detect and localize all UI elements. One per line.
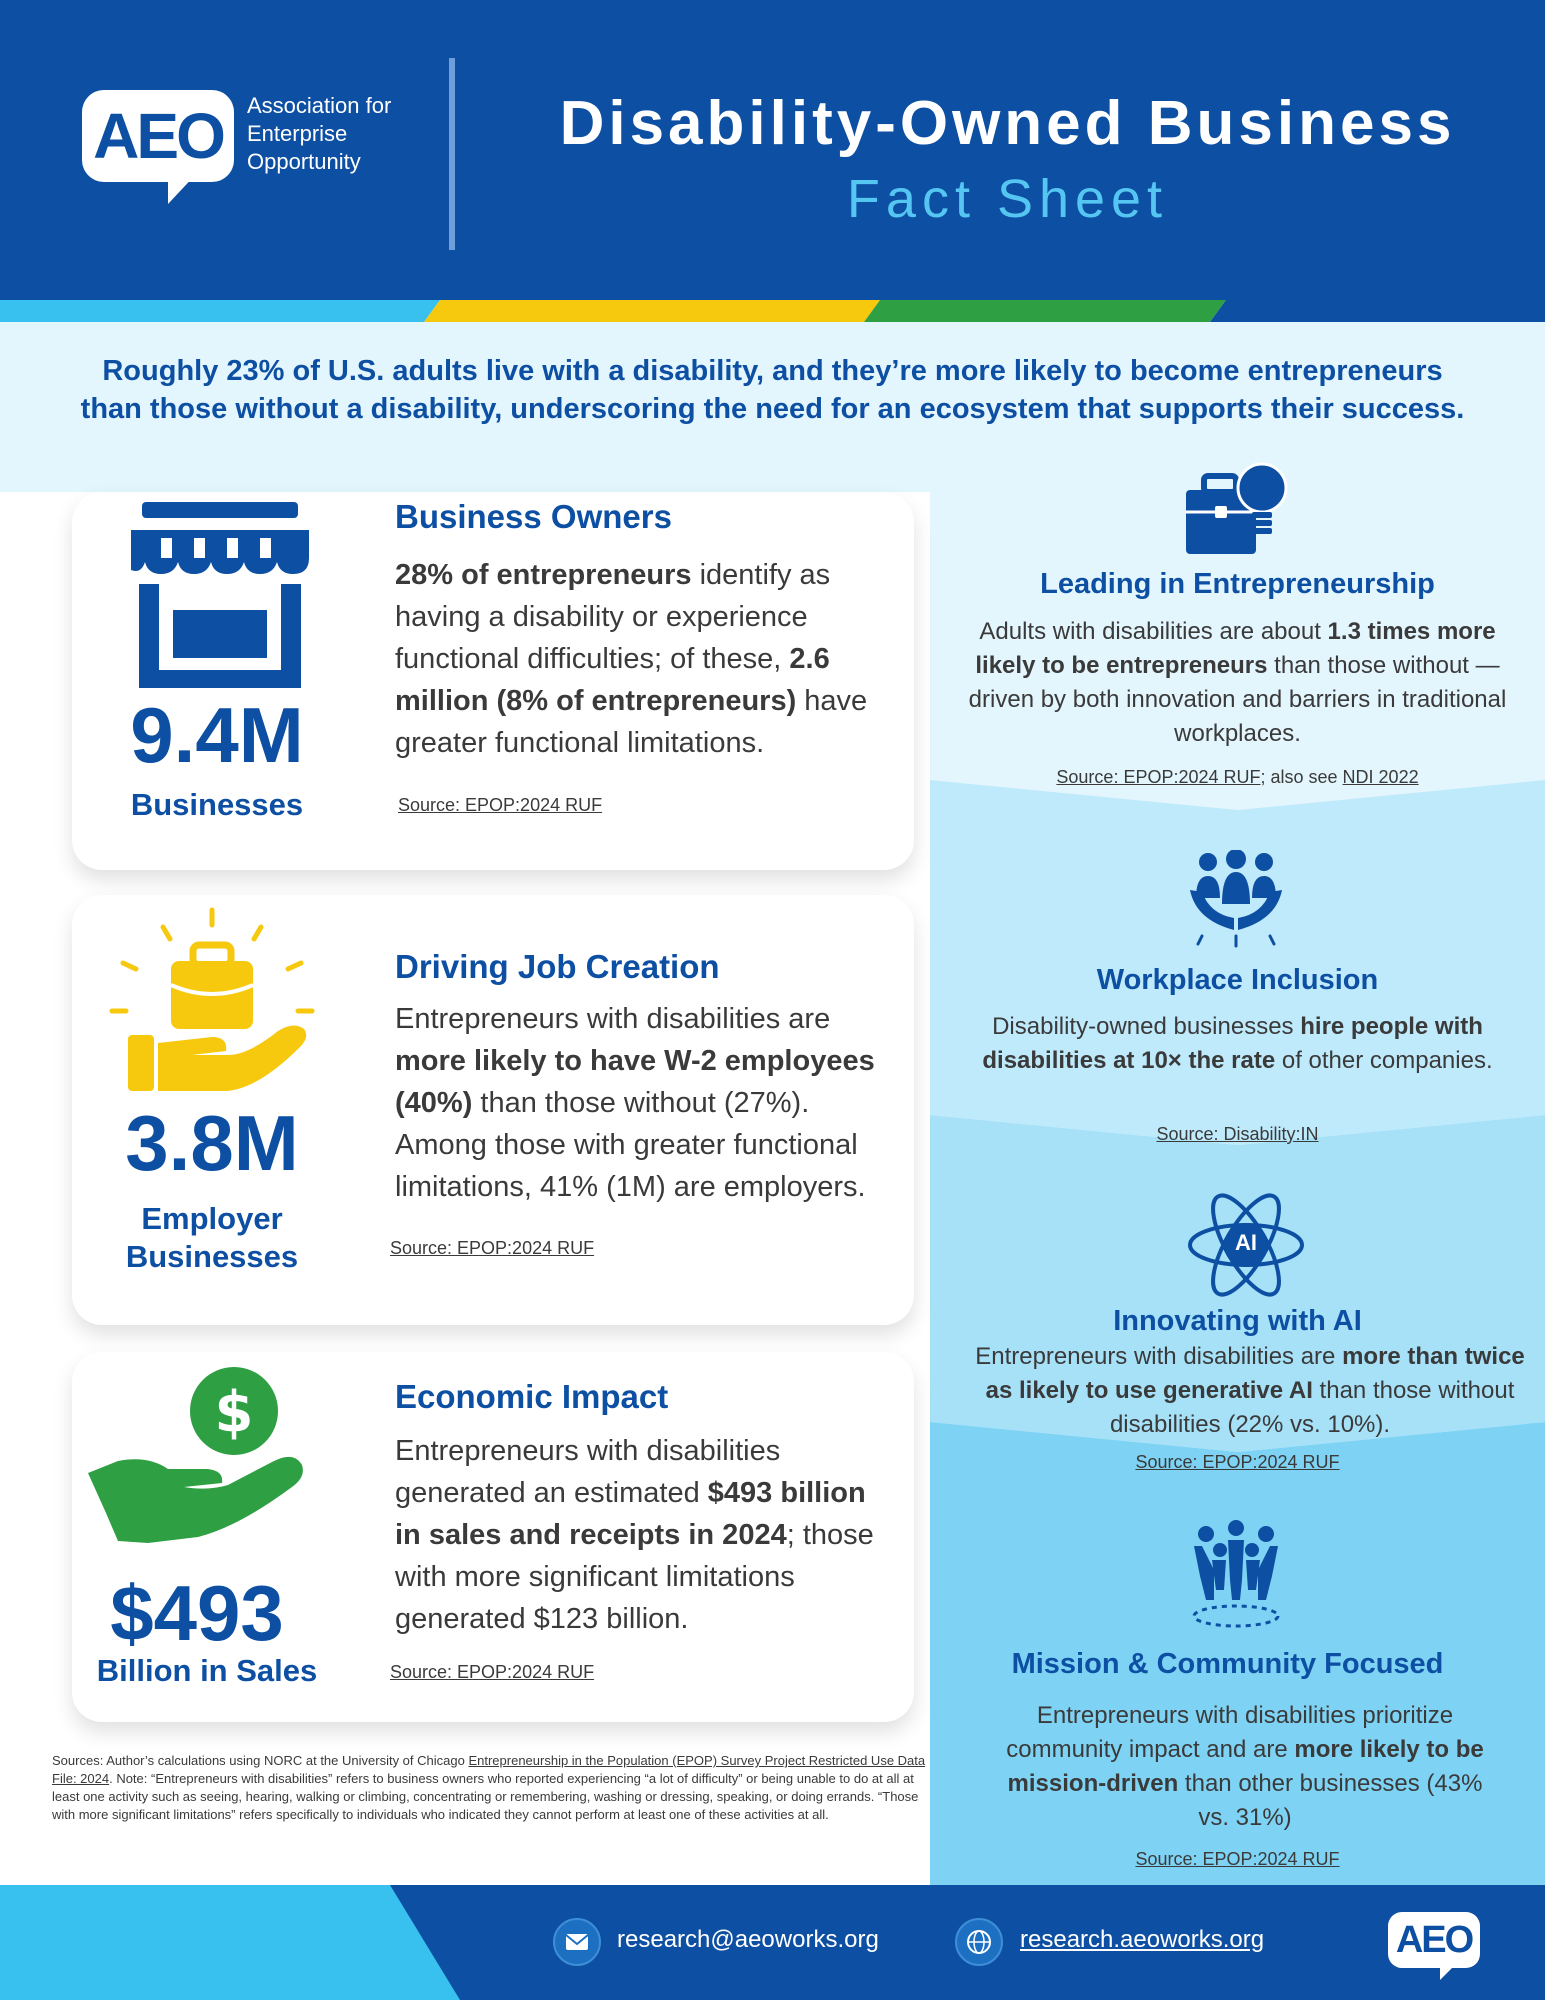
big-number: 9.4M (130, 691, 304, 779)
intro-line: than those without a disability, underscoring the need for an ecosystem that supports their success. (80, 393, 1465, 425)
body-text: Entrepreneurs with disabilities generated an estimated (395, 1435, 781, 1509)
source-link[interactable]: Source: EPOP:2024 RUF (398, 795, 603, 815)
briefcase-hand-icon (108, 905, 318, 1095)
emphasis-text: 2.6 million (8% of entrepreneurs) (395, 643, 830, 717)
emphasis-text: more than twice as likely to use generative AI (985, 1343, 1525, 1404)
panel-body (960, 1340, 1540, 1442)
page-subtitle: Fact Sheet (846, 169, 1169, 229)
emphasis-text: more likely to have W-2 employees (40%) (395, 1045, 875, 1119)
big-number: $493 (110, 1569, 284, 1657)
intro-line: Roughly 23% of U.S. adults live with a disability, and they’re more likely to become entrepreneurs (102, 355, 1443, 387)
card-heading: Economic Impact (395, 1378, 669, 1415)
card-heading: Driving Job Creation (395, 948, 720, 985)
big-number-label: Billion in Sales (96, 1653, 318, 1688)
card-heading: Business Owners (395, 498, 672, 535)
panel-source[interactable] (935, 1849, 1540, 1870)
body-text: Adults with disabilities are about (979, 618, 1328, 645)
body-text: than those without (27%). Among those with greater functional limitations, 41% (1M) are employers. (395, 1087, 866, 1203)
big-number-label: Businesses (130, 787, 304, 822)
big-number-label (82, 1200, 342, 1276)
emphasis-text: more likely to be mission-driven (1007, 1736, 1484, 1797)
email-icon (553, 1918, 601, 1966)
source-link[interactable]: NDI 2022 (1342, 767, 1419, 787)
emphasis-text: 1.3 times more likely to be entrepreneurs (975, 618, 1496, 679)
card-body (395, 998, 905, 1208)
panel-source[interactable] (935, 1124, 1540, 1145)
org-name-line: Association for (247, 93, 392, 118)
big-number: 3.8M (125, 1099, 299, 1187)
emphasis-text: 28% of entrepreneurs (395, 559, 692, 591)
body-text: than those without — driven by both innovation and barriers in traditional workplaces. (968, 652, 1507, 747)
emphasis-text: hire people with disabilities at 10× the rate (982, 1013, 1483, 1074)
body-text: Disability-owned businesses (992, 1013, 1301, 1040)
source-notes (52, 1752, 932, 1824)
body-text: identify as having a disability or experience functional difficulties; of these, (395, 559, 831, 675)
source-link[interactable]: Source: EPOP:2024 RUF (1056, 767, 1261, 787)
panel-heading: Mission & Community Focused (1011, 1648, 1444, 1680)
body-text: Entrepreneurs with disabilities are (395, 1003, 831, 1035)
panel-body (975, 1010, 1500, 1078)
source-link[interactable]: Source: EPOP:2024 RUF (390, 1238, 595, 1258)
panel-heading: Innovating with AI (1113, 1305, 1362, 1337)
org-name-line: Enterprise (247, 121, 348, 146)
body-text: Entrepreneurs with disabilities are (975, 1343, 1343, 1370)
people-hands-icon (1188, 850, 1284, 948)
source-link[interactable]: Source: EPOP:2024 RUF (1135, 1452, 1340, 1472)
body-text: than those without disabilities (22% vs. 10%). (1109, 1377, 1515, 1438)
panel-body (990, 1699, 1500, 1835)
notes-link[interactable]: Entrepreneurship in the Population (EPOP) Survey Project Restricted Use Data File: 2024 (52, 1753, 926, 1786)
globe-icon (955, 1918, 1003, 1966)
ai-icon-label: AI (1235, 1230, 1257, 1255)
notes-rest: . Note: “Entrepreneurs with disabilities” refers to business owners who reported experiencing “a lot of difficulty” or being unable to do at all at least one activity such as seeing, hearing, walking or climbing, concentrating or remembering, washing or dressing, speaking, or doing errands. “Those with more significant limitations” refers specifically to individuals who indicated they cannot perform at least one of these activities at all. (52, 1771, 919, 1822)
source-text: ; also see (1260, 767, 1343, 787)
source-link[interactable]: Source: Disability:IN (1156, 1124, 1319, 1144)
body-text: ; those with more significant limitations generated $123 billion. (395, 1519, 874, 1635)
card-body (395, 1430, 895, 1640)
big-number-label-line: Businesses (125, 1239, 299, 1274)
panel-heading: Leading in Entrepreneurship (1040, 568, 1435, 600)
emphasis-text: $493 billion in sales and receipts in 2024 (395, 1477, 866, 1551)
notes-lead: Sources: Author’s calculations using NORC at the University of Chicago (52, 1753, 469, 1768)
svg-text:$: $ (214, 1380, 254, 1445)
big-number-label-line: Employer (141, 1201, 283, 1236)
source-link[interactable]: Source: EPOP:2024 RUF (1135, 1849, 1340, 1869)
body-text: than other businesses (43% vs. 31%) (1178, 1770, 1483, 1831)
footer-logo-text: AEO (1395, 1919, 1473, 1961)
org-name-line: Opportunity (247, 149, 361, 174)
panel-heading: Workplace Inclusion (1096, 964, 1379, 996)
panel-body (960, 615, 1515, 751)
footer-accent (0, 1885, 470, 2000)
contact-website[interactable]: research.aeoworks.org (1020, 1926, 1265, 1953)
storefront-icon (125, 500, 315, 690)
card-body (395, 554, 895, 764)
body-text: of other companies. (1275, 1047, 1493, 1074)
contact-email[interactable]: research@aeoworks.org (617, 1926, 879, 1953)
intro-statement (40, 352, 1505, 428)
briefcase-lightbulb-icon (1182, 462, 1288, 556)
panel-source[interactable] (935, 767, 1540, 788)
page-title: Disability-Owned Business (559, 89, 1456, 158)
community-people-icon (1188, 1520, 1284, 1630)
body-text: have greater functional limitations. (395, 685, 868, 759)
body-text: Entrepreneurs with disabilities prioritize community impact and are (1006, 1702, 1454, 1763)
source-link[interactable]: Source: EPOP:2024 RUF (390, 1662, 595, 1682)
money-hand-icon (88, 1365, 308, 1545)
panel-source[interactable] (935, 1452, 1540, 1473)
aeo-logo-text: AEO (93, 100, 223, 172)
